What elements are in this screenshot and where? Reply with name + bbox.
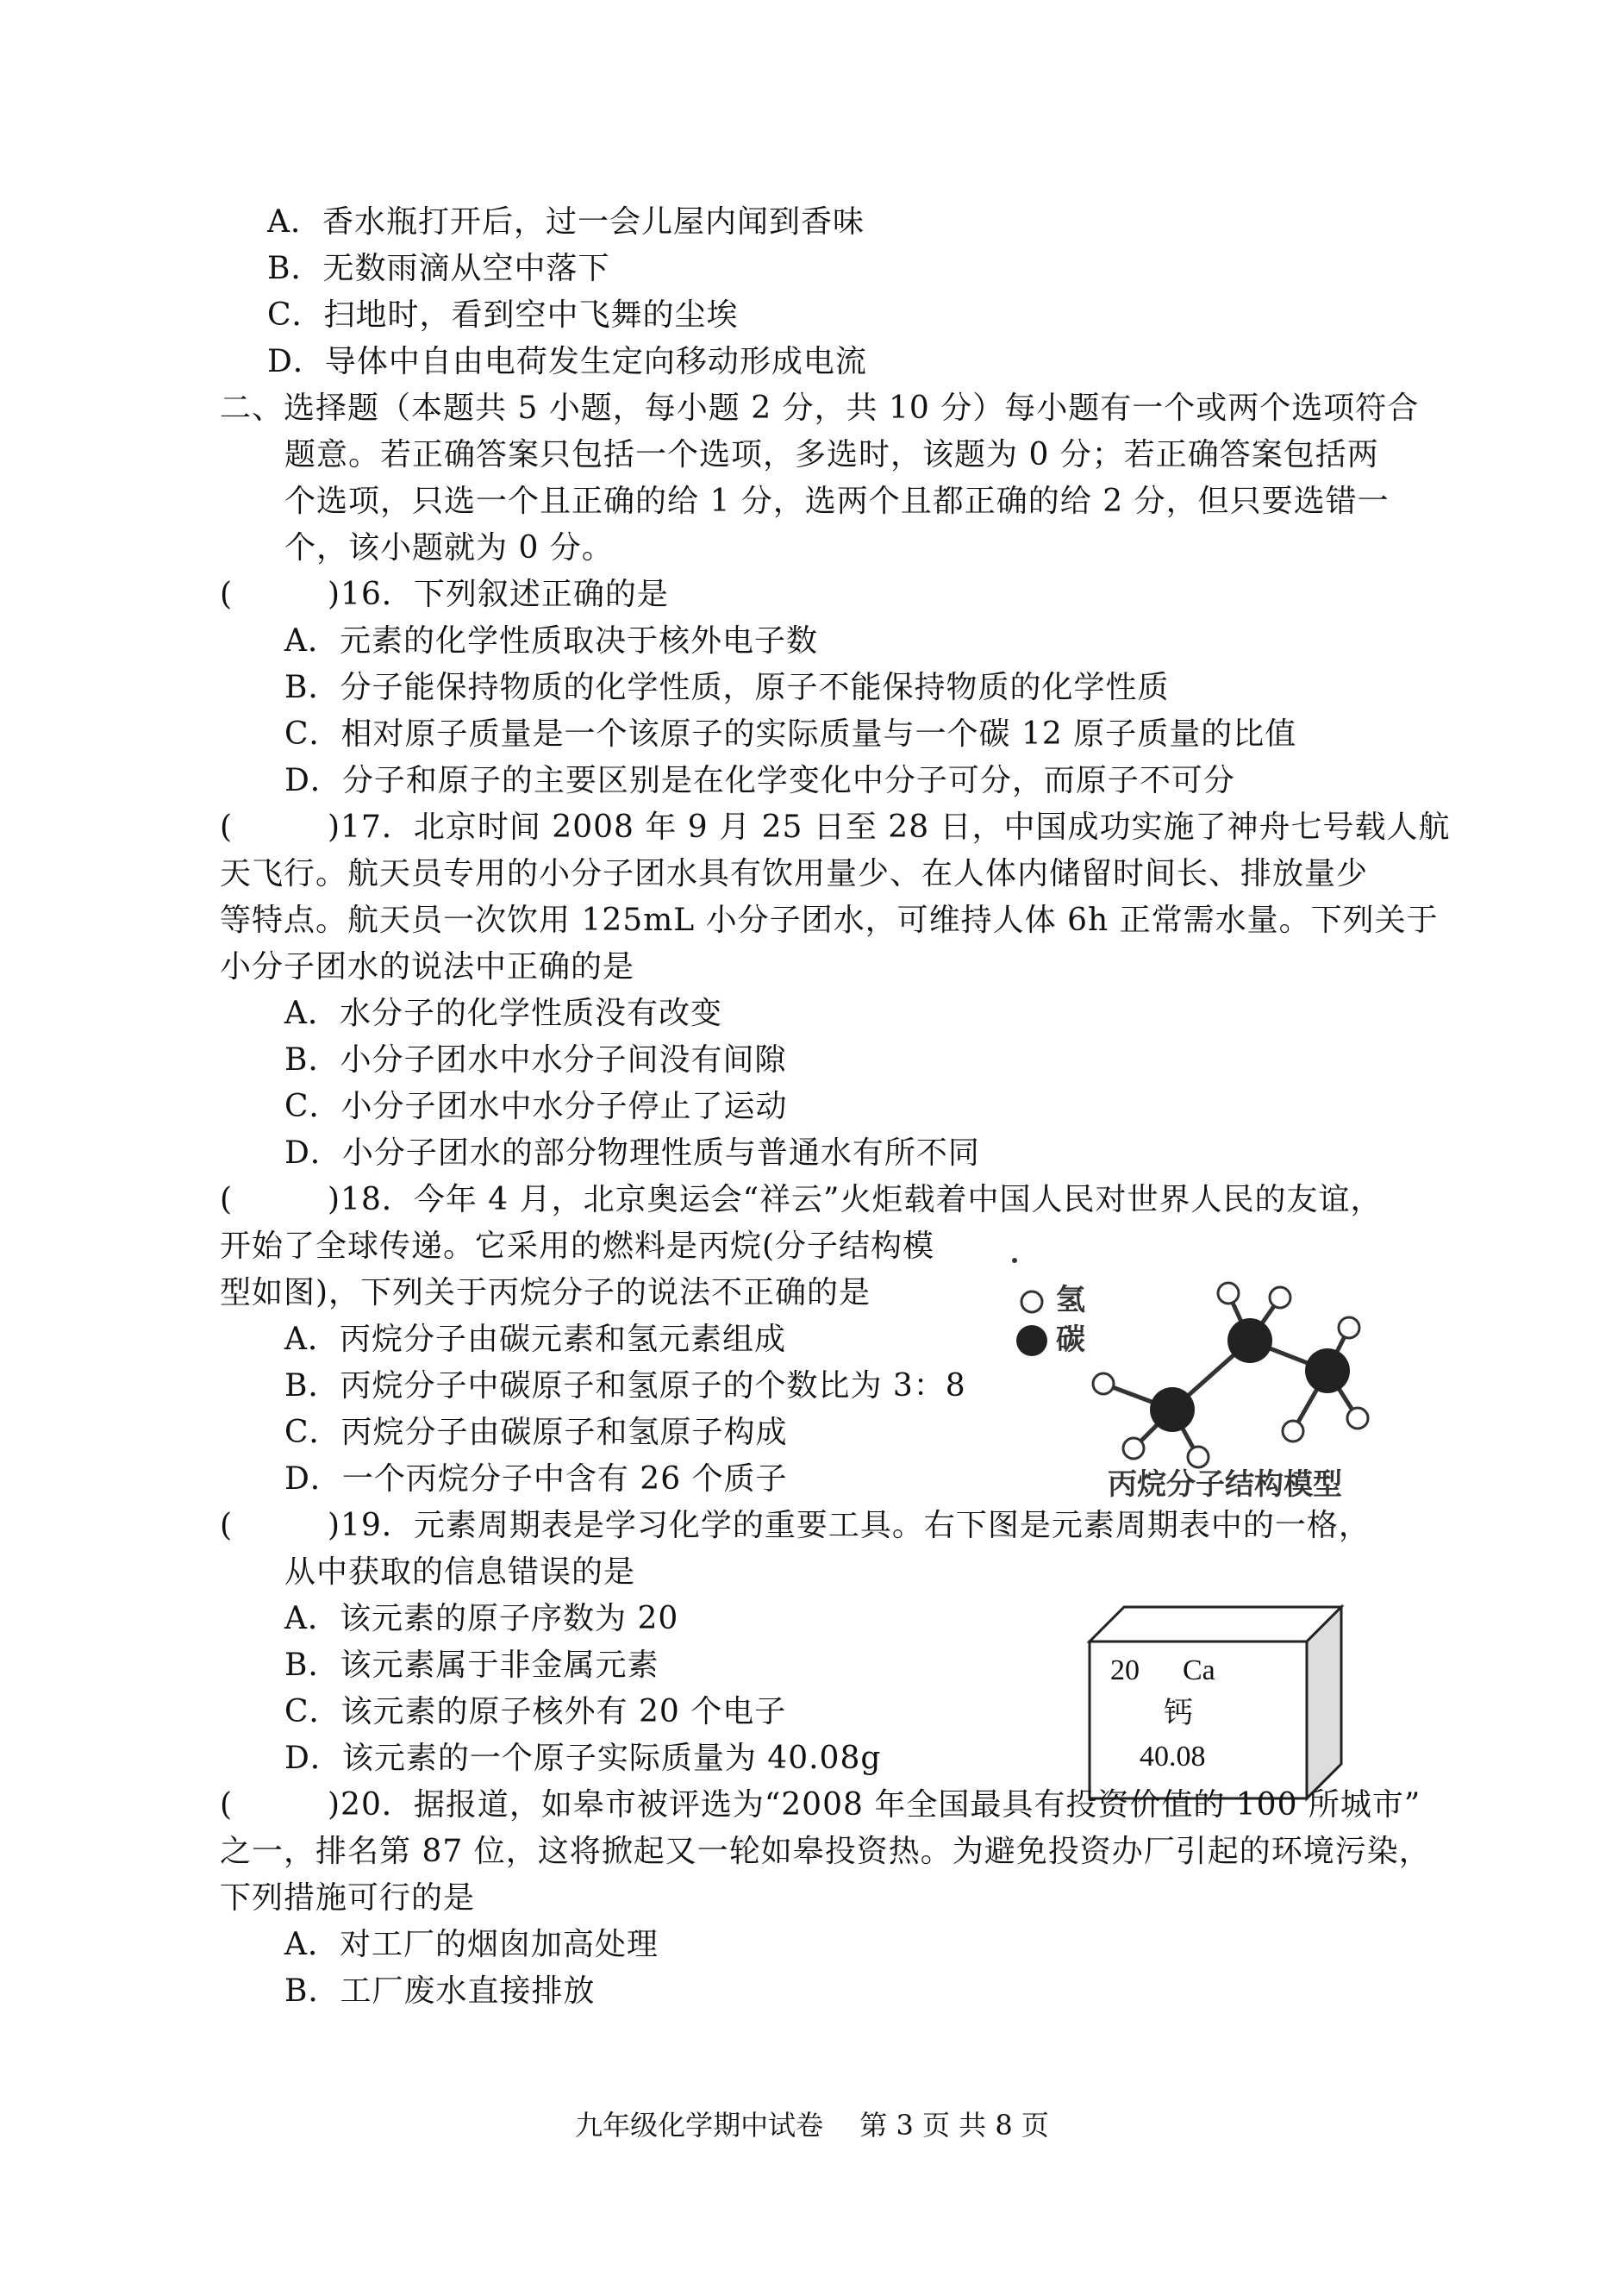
q19-option-c: C．该元素的原子核外有 20 个电子 (284, 1694, 787, 1729)
q18-stem-line: 开始了全球传递。它采用的燃料是丙烷(分子结构模 (220, 1229, 935, 1264)
hydrogen-atom (1283, 1421, 1303, 1441)
section-2-title: 二、选择题（本题共 5 小题，每小题 2 分，共 10 分）每小题有一个或两个选项符合 (220, 391, 1420, 426)
hydrogen-legend-label: 氢 (1056, 1283, 1085, 1317)
q18-stem-line: 型如图)，下列关于丙烷分子的说法不正确的是 (220, 1275, 871, 1310)
q17-option-b: B．小分子团水中水分子间没有间隙 (284, 1042, 787, 1078)
q17-option-a: A．水分子的化学性质没有改变 (284, 996, 722, 1031)
page-footer: 九年级化学期中试卷 第 3 页 共 8 页 (575, 2109, 1049, 2142)
q16-answer-paren[interactable]: ( (220, 577, 234, 612)
q18-stem: )18．今年 4 月，北京奥运会“祥云”火炬载着中国人民对世界人民的友谊， (328, 1182, 1383, 1217)
element-name: 钙 (1164, 1698, 1193, 1729)
hydrogen-atom (1093, 1373, 1114, 1394)
cell-top-face (1090, 1607, 1341, 1642)
hydrogen-legend-icon (1021, 1291, 1042, 1312)
q20-option-b: B．工厂废水直接排放 (284, 1973, 596, 2009)
q18-answer-paren[interactable]: ( (220, 1182, 234, 1217)
q17-stem-line: 天飞行。航天员专用的小分子团水具有饮用量少、在人体内储留时间长、排放量少 (220, 856, 1369, 891)
q16-option-c: C．相对原子质量是一个该原子的实际质量与一个碳 12 原子质量的比值 (284, 716, 1297, 752)
periodic-table-cell (1086, 1604, 1345, 1802)
section-2-instructions-line: 个选项，只选一个且正确的给 1 分，选两个且都正确的给 2 分，但只要选错一 (284, 484, 1390, 519)
atomic-number: 20 (1110, 1654, 1140, 1686)
q19-option-b: B．该元素属于非金属元素 (284, 1648, 659, 1683)
q16-option-a: A．元素的化学性质取决于核外电子数 (284, 623, 818, 659)
hydrogen-atom (1123, 1438, 1144, 1459)
q17-stem-line: 小分子团水的说法中正确的是 (220, 949, 635, 985)
q19-answer-paren[interactable]: ( (220, 1508, 234, 1543)
element-symbol: Ca (1183, 1654, 1215, 1686)
q20-answer-paren[interactable]: ( (220, 1787, 234, 1823)
q17-option-d: D．小分子团水的部分物理性质与普通水有所不同 (284, 1135, 980, 1171)
q19-option-a: A．该元素的原子序数为 20 (284, 1601, 679, 1636)
q20-option-a: A．对工厂的烟囱加高处理 (284, 1927, 659, 1962)
carbon-legend-icon (1016, 1325, 1047, 1356)
hydrogen-atom (1339, 1317, 1359, 1338)
q18-option-d: D．一个丙烷分子中含有 26 个质子 (284, 1461, 788, 1497)
q15-option-d: D．导体中自由电荷发生定向移动形成电流 (267, 344, 867, 379)
carbon-atom (1227, 1318, 1272, 1363)
propane-figure-caption: 丙烷分子结构模型 (1108, 1467, 1342, 1502)
cell-side-face (1307, 1607, 1341, 1798)
q15-option-b: B．无数雨滴从空中落下 (267, 251, 610, 286)
carbon-legend-label: 碳 (1056, 1323, 1085, 1357)
carbon-atom (1305, 1348, 1350, 1393)
stray-dot (1012, 1258, 1017, 1263)
q18-option-b: B．丙烷分子中碳原子和氢原子的个数比为 3：8 (284, 1368, 966, 1404)
q15-option-a: A．香水瓶打开后，过一会儿屋内闻到香味 (267, 204, 865, 240)
q20-stem-line: 下列措施可行的是 (220, 1880, 476, 1916)
q18-option-a: A．丙烷分子由碳元素和氢元素组成 (284, 1322, 786, 1357)
q17-option-c: C．小分子团水中水分子停止了运动 (284, 1089, 788, 1124)
section-2-instructions-line: 题意。若正确答案只包括一个选项，多选时，该题为 0 分；若正确答案包括两 (284, 437, 1379, 472)
hydrogen-atom (1347, 1408, 1368, 1429)
hydrogen-atom (1218, 1283, 1239, 1304)
q16-stem: )16．下列叙述正确的是 (328, 577, 669, 612)
q18-option-c: C．丙烷分子由碳原子和氢原子构成 (284, 1415, 788, 1450)
q19-option-d: D．该元素的一个原子实际质量为 40.08g (284, 1741, 882, 1776)
atomic-mass: 40.08 (1140, 1741, 1206, 1773)
section-2-instructions-line: 个，该小题就为 0 分。 (284, 530, 614, 566)
q19-stem-line: 从中获取的信息错误的是 (284, 1554, 636, 1590)
q16-option-d: D．分子和原子的主要区别是在化学变化中分子可分，而原子不可分 (284, 763, 1235, 798)
q17-answer-paren[interactable]: ( (220, 810, 234, 845)
q16-option-b: B．分子能保持物质的化学性质，原子不能保持物质的化学性质 (284, 670, 1170, 705)
q20-stem: )20．据报道，如皋市被评选为“2008 年全国最具有投资价值的 100 所城市” (328, 1787, 1421, 1823)
q20-stem-line: 之一，排名第 87 位，这将掀起又一轮如皋投资热。为避免投资办厂引起的环境污染， (220, 1834, 1431, 1869)
q15-option-c: C．扫地时，看到空中飞舞的尘埃 (267, 297, 739, 333)
hydrogen-atom (1188, 1447, 1209, 1467)
q17-stem: )17．北京时间 2008 年 9 月 25 日至 28 日，中国成功实施了神舟七号载人航 (328, 810, 1451, 845)
q17-stem-line: 等特点。航天员一次饮用 125mL 小分子团水，可维持人体 6h 正常需水量。下列关于 (220, 903, 1439, 938)
q19-stem: )19．元素周期表是学习化学的重要工具。右下图是元素周期表中的一格， (328, 1508, 1371, 1543)
carbon-atom (1150, 1387, 1195, 1432)
hydrogen-atom (1270, 1287, 1290, 1308)
